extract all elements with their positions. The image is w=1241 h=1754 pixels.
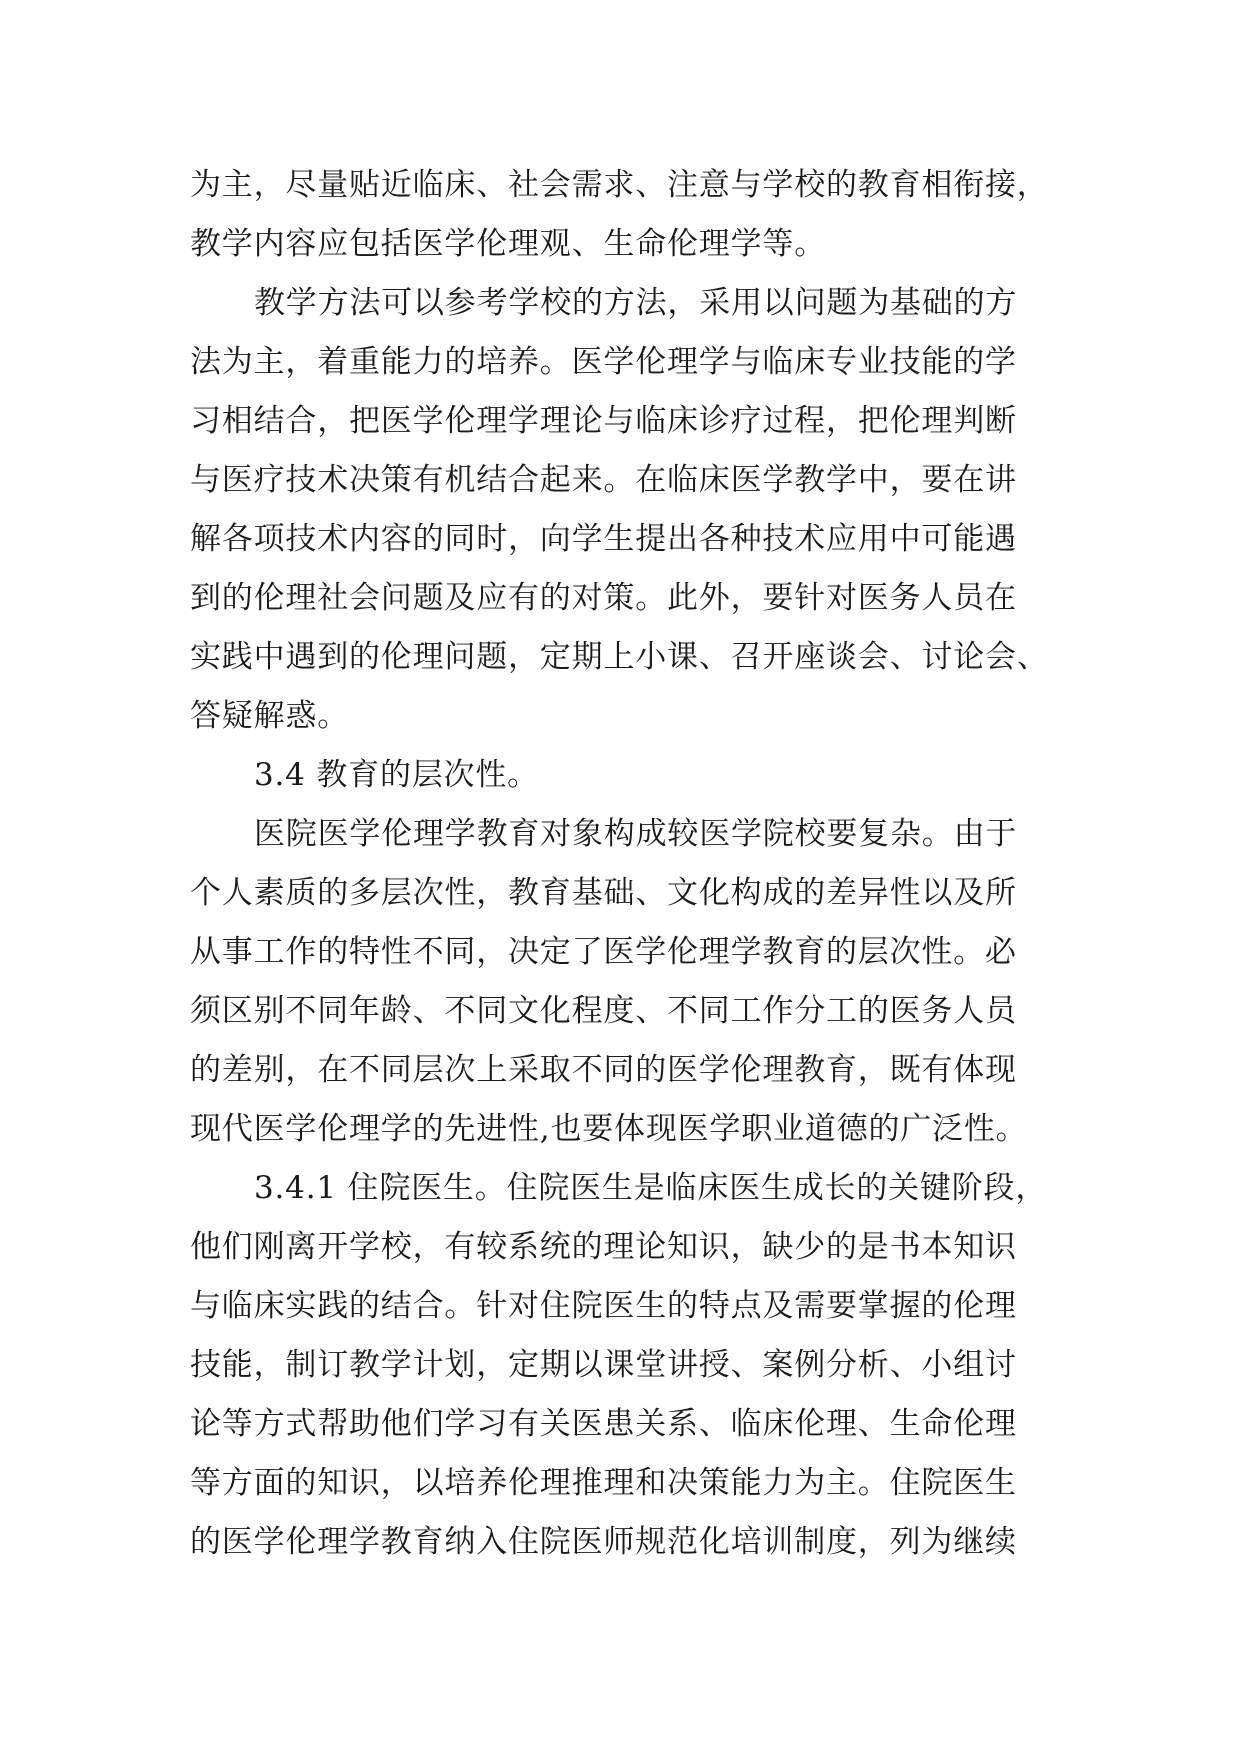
text-line: 医院医学伦理学教育对象构成较医学院校要复杂。由于 [254,816,1018,852]
text-line: 等方面的知识，以培养伦理推理和决策能力为主。住院医生 [190,1465,1017,1501]
text-line: 从事工作的特性不同，决定了医学伦理学教育的层次性。必 [190,934,1017,970]
text-line: 3.4.1 住院医生。住院医生是临床医生成长的关键阶段， [254,1170,1048,1206]
text-line: 教学方法可以参考学校的方法，采用以问题为基础的方 [254,285,1018,321]
text-line: 为主，尽量贴近临床、社会需求、注意与学校的教育相衔接， [190,167,1049,203]
body-text [190,156,1070,1572]
text-line: 与医疗技术决策有机结合起来。在临床医学教学中，要在讲 [190,462,1017,498]
text-line: 解各项技术内容的同时，向学生提出各种技术应用中可能遇 [190,521,1017,557]
text-line: 的差别，在不同层次上采取不同的医学伦理教育，既有体现 [190,1052,1017,1088]
text-line: 到的伦理社会问题及应有的对策。此外，要针对医务人员在 [190,580,1017,616]
text-line: 的医学伦理学教育纳入住院医师规范化培训制度，列为继续 [190,1524,1017,1560]
text-line: 与临床实践的结合。针对住院医生的特点及需要掌握的伦理 [190,1288,1017,1324]
text-line: 他们刚离开学校，有较系统的理论知识，缺少的是书本知识 [190,1229,1017,1265]
text-line: 习相结合，把医学伦理学理论与临床诊疗过程，把伦理判断 [190,403,1017,439]
text-line: 教学内容应包括医学伦理观、生命伦理学等。 [190,226,826,262]
text-line: 个人素质的多层次性，教育基础、文化构成的差异性以及所 [190,875,1017,911]
text-line: 现代医学伦理学的先进性,也要体现医学职业道德的广泛性。 [190,1111,1028,1147]
text-line: 论等方式帮助他们学习有关医患关系、临床伦理、生命伦理 [190,1406,1017,1442]
text-line: 3.4 教育的层次性。 [254,757,539,793]
text-line: 法为主，着重能力的培养。医学伦理学与临床专业技能的学 [190,344,1017,380]
text-line: 答疑解惑。 [190,698,349,734]
text-line: 实践中遇到的伦理问题，定期上小课、召开座谈会、讨论会、 [190,639,1049,675]
text-line: 须区别不同年龄、不同文化程度、不同工作分工的医务人员 [190,993,1017,1029]
text-line: 技能，制订教学计划，定期以课堂讲授、案例分析、小组讨 [190,1347,1017,1383]
